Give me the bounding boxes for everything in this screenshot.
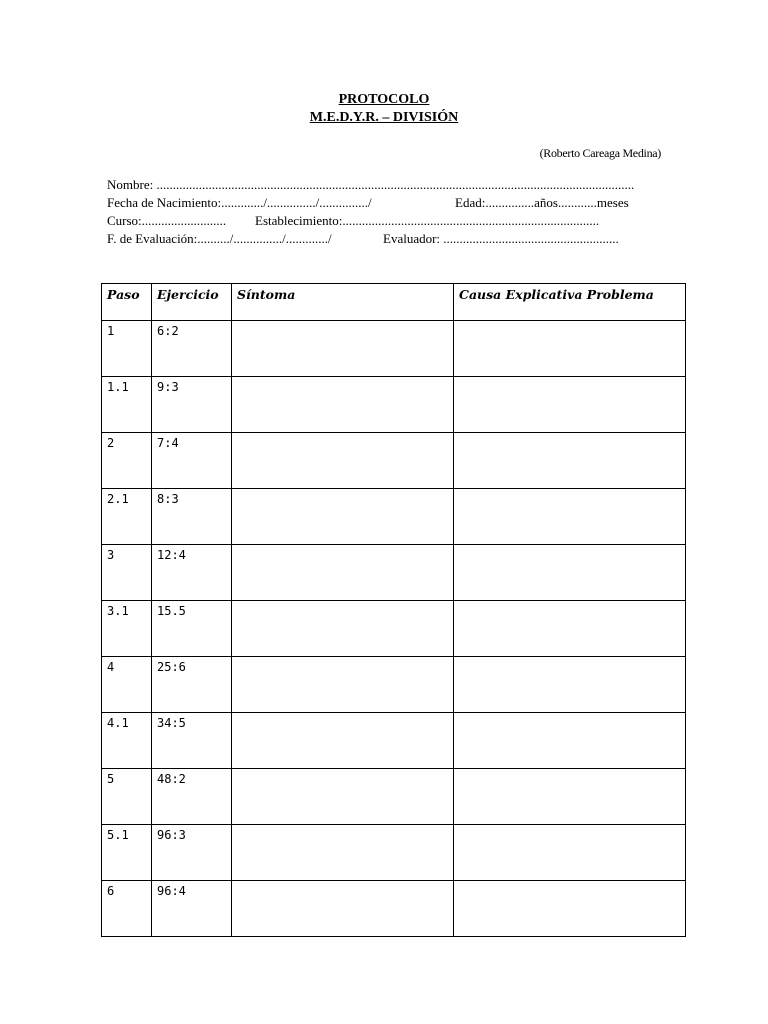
header-paso: Paso: [102, 284, 152, 321]
fecha-nacimiento-field[interactable]: Fecha de Nacimiento:............./.............../.............../: [107, 195, 372, 210]
table-row: [102, 545, 686, 601]
sintoma-cell[interactable]: [232, 825, 454, 881]
edad-field[interactable]: Edad:...............años............meses: [455, 195, 629, 210]
causa-cell[interactable]: [454, 321, 686, 377]
fecha-evaluacion-field[interactable]: F. de Evaluación:........../.............../............./: [107, 231, 332, 246]
field-row-nombre: [107, 176, 660, 194]
causa-cell[interactable]: [454, 713, 686, 769]
sintoma-cell[interactable]: [232, 489, 454, 545]
table-row: [102, 881, 686, 937]
ejercicio-cell: 12:4: [152, 545, 232, 601]
ejercicio-cell: 48:2: [152, 769, 232, 825]
header-sintoma: Síntoma: [232, 284, 454, 321]
table-row: [102, 433, 686, 489]
paso-cell: 2: [102, 433, 152, 489]
student-info-fields: [107, 176, 660, 248]
table-body: [102, 321, 686, 937]
protocol-table: [101, 283, 686, 937]
paso-cell: 4: [102, 657, 152, 713]
ejercicio-cell: 96:4: [152, 881, 232, 937]
table-row: [102, 489, 686, 545]
table-row: [102, 825, 686, 881]
evaluador-field[interactable]: Evaluador: ......................................................: [383, 231, 619, 246]
paso-cell: 5.1: [102, 825, 152, 881]
sintoma-cell[interactable]: [232, 881, 454, 937]
document-title: PROTOCOLO: [338, 92, 430, 107]
sintoma-cell[interactable]: [232, 321, 454, 377]
causa-cell[interactable]: [454, 601, 686, 657]
causa-cell[interactable]: [454, 881, 686, 937]
causa-cell[interactable]: [454, 769, 686, 825]
field-row-curso: [107, 212, 660, 230]
field-row-fecha: [107, 194, 660, 212]
causa-cell[interactable]: [454, 825, 686, 881]
header-ejercicio: Ejercicio: [152, 284, 232, 321]
table-header-row: [102, 284, 686, 321]
ejercicio-cell: 6:2: [152, 321, 232, 377]
causa-cell[interactable]: [454, 545, 686, 601]
table-row: [102, 601, 686, 657]
header-causa: Causa Explicativa Problema: [454, 284, 686, 321]
paso-cell: 3: [102, 545, 152, 601]
paso-cell: 6: [102, 881, 152, 937]
table-row: [102, 769, 686, 825]
sintoma-cell[interactable]: [232, 769, 454, 825]
paso-cell: 4.1: [102, 713, 152, 769]
causa-cell[interactable]: [454, 657, 686, 713]
sintoma-cell[interactable]: [232, 713, 454, 769]
table-row: [102, 321, 686, 377]
causa-cell[interactable]: [454, 377, 686, 433]
table-row: [102, 713, 686, 769]
causa-cell[interactable]: [454, 489, 686, 545]
ejercicio-cell: 96:3: [152, 825, 232, 881]
establecimiento-field[interactable]: Establecimiento:...............................................................................: [255, 213, 600, 228]
paso-cell: 2.1: [102, 489, 152, 545]
ejercicio-cell: 9:3: [152, 377, 232, 433]
paso-cell: 5: [102, 769, 152, 825]
paso-cell: 3.1: [102, 601, 152, 657]
ejercicio-cell: 25:6: [152, 657, 232, 713]
author-credit: (Roberto Careaga Medina): [539, 146, 661, 160]
paso-cell: 1: [102, 321, 152, 377]
sintoma-cell[interactable]: [232, 545, 454, 601]
causa-cell[interactable]: [454, 433, 686, 489]
curso-field[interactable]: Curso:..........................: [107, 213, 227, 228]
ejercicio-cell: 7:4: [152, 433, 232, 489]
sintoma-cell[interactable]: [232, 657, 454, 713]
document-subtitle: M.E.D.Y.R. – DIVISIÓN: [309, 110, 459, 125]
table-row: [102, 377, 686, 433]
paso-cell: 1.1: [102, 377, 152, 433]
ejercicio-cell: 34:5: [152, 713, 232, 769]
nombre-field[interactable]: Nombre: ...................................................................................................................................................: [107, 177, 635, 192]
table-row: [102, 657, 686, 713]
sintoma-cell[interactable]: [232, 433, 454, 489]
ejercicio-cell: 15.5: [152, 601, 232, 657]
sintoma-cell[interactable]: [232, 601, 454, 657]
field-row-evaluacion: [107, 230, 660, 248]
sintoma-cell[interactable]: [232, 377, 454, 433]
ejercicio-cell: 8:3: [152, 489, 232, 545]
